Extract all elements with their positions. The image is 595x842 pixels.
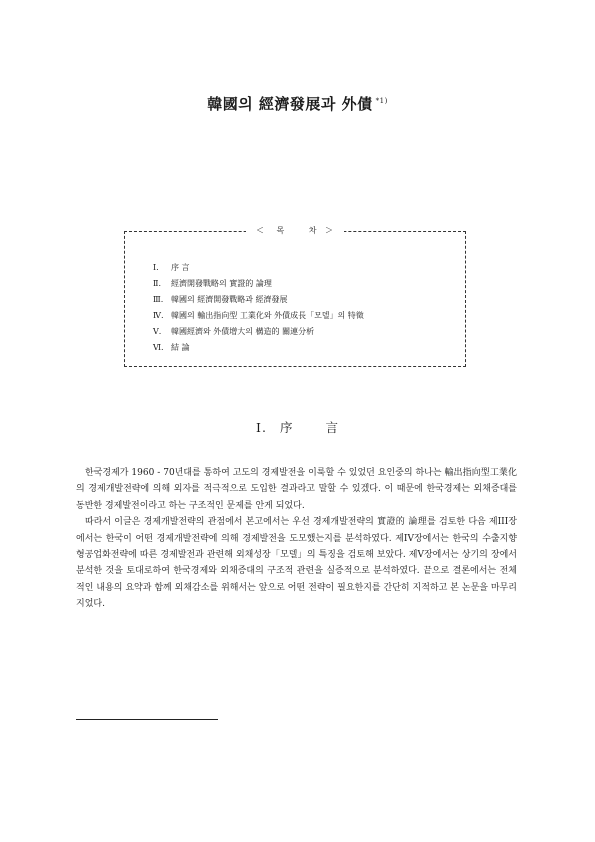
body-paragraph: 따라서 이글은 경제개발전략의 관점에서 본고에서는 우선 경제개발전략의 實證的 論理를 검토한 다음 제III장에서는 한국이 어떤 경제개발전략에 의해 경제발전을 도모했는지를 분석하였다. 제IV장에서는 한국의 수출지향형공업화전략에 따른 경제발전과 관련해 외채성장「모델」의 특징을 검토해 보았다. 제V장에서는 상기의 장에서 분석한 것을 토대로하여 한국경제와 외채증대의 구조적 관련을 실증적으로 분석하였다. 끝으로 결론에서는 전체적인 내용의 요약과 함께 외채감소를 위해서는 앞으로 어떤 전략이 필요한지를 간단히 지적하고 본 논문을 마무리지었다.	[76, 517, 517, 610]
footnote-divider	[76, 719, 218, 720]
paper-title	[0, 93, 595, 114]
toc-heading-right: 차	[308, 226, 318, 235]
toc-heading-close: ＞	[325, 226, 335, 235]
toc-item-number: Ⅴ.	[153, 327, 162, 336]
title-text: 韓國의 經濟發展과 外債	[207, 95, 373, 113]
section-title-second: 言	[325, 420, 339, 435]
toc-item-number: Ⅵ.	[153, 343, 164, 352]
toc-item-label: 韓國의 輸出指向型 工業化와 外債成長「모델」의 特徵	[171, 311, 364, 320]
section-title-first: 序	[279, 420, 294, 435]
body-paragraph: 한국경제가 1960 - 70년대를 통하여 고도의 경제발전을 이룩할 수 있었던 요인중의 하나는 輸出指向型工業化의 경제개발전략에 의해 외자를 적극적으로 도입한 결과라고 말할 수 있겠다. 이 때문에 한국경제는 외채증대를 동반한 경제발전이라고 하는 구조적인 문제를 안게 되었다.	[76, 468, 517, 511]
toc-item-number: Ⅰ.	[153, 263, 159, 272]
toc-item-label: 結 論	[171, 343, 190, 352]
toc-list	[153, 260, 364, 356]
toc-item-label: 韓國經濟와 外債增大의 構造的 關連分析	[171, 327, 315, 336]
toc-item-label: 韓國의 經濟開發戰略과 經濟發展	[171, 295, 288, 304]
footnote-mark: *1)	[375, 97, 388, 105]
section-heading	[0, 418, 595, 436]
toc-item	[153, 260, 364, 276]
toc-item	[153, 276, 364, 292]
toc-item-label: 序 言	[171, 263, 190, 272]
toc-item	[153, 340, 364, 356]
toc-heading-left: 목	[276, 226, 286, 235]
toc-heading	[125, 225, 465, 237]
toc-item	[153, 292, 364, 308]
toc-heading-open: ＜	[255, 226, 265, 235]
toc-item	[153, 324, 364, 340]
toc-item-number: Ⅳ.	[153, 311, 164, 320]
body-text	[76, 465, 517, 613]
toc-item-label: 經濟開發戰略의 實證的 論理	[171, 279, 272, 288]
toc-item-number: Ⅱ.	[153, 279, 161, 288]
toc-item-number: Ⅲ.	[153, 295, 164, 304]
toc-item	[153, 308, 364, 324]
table-of-contents	[124, 226, 466, 367]
section-number: Ⅰ.	[256, 420, 267, 435]
